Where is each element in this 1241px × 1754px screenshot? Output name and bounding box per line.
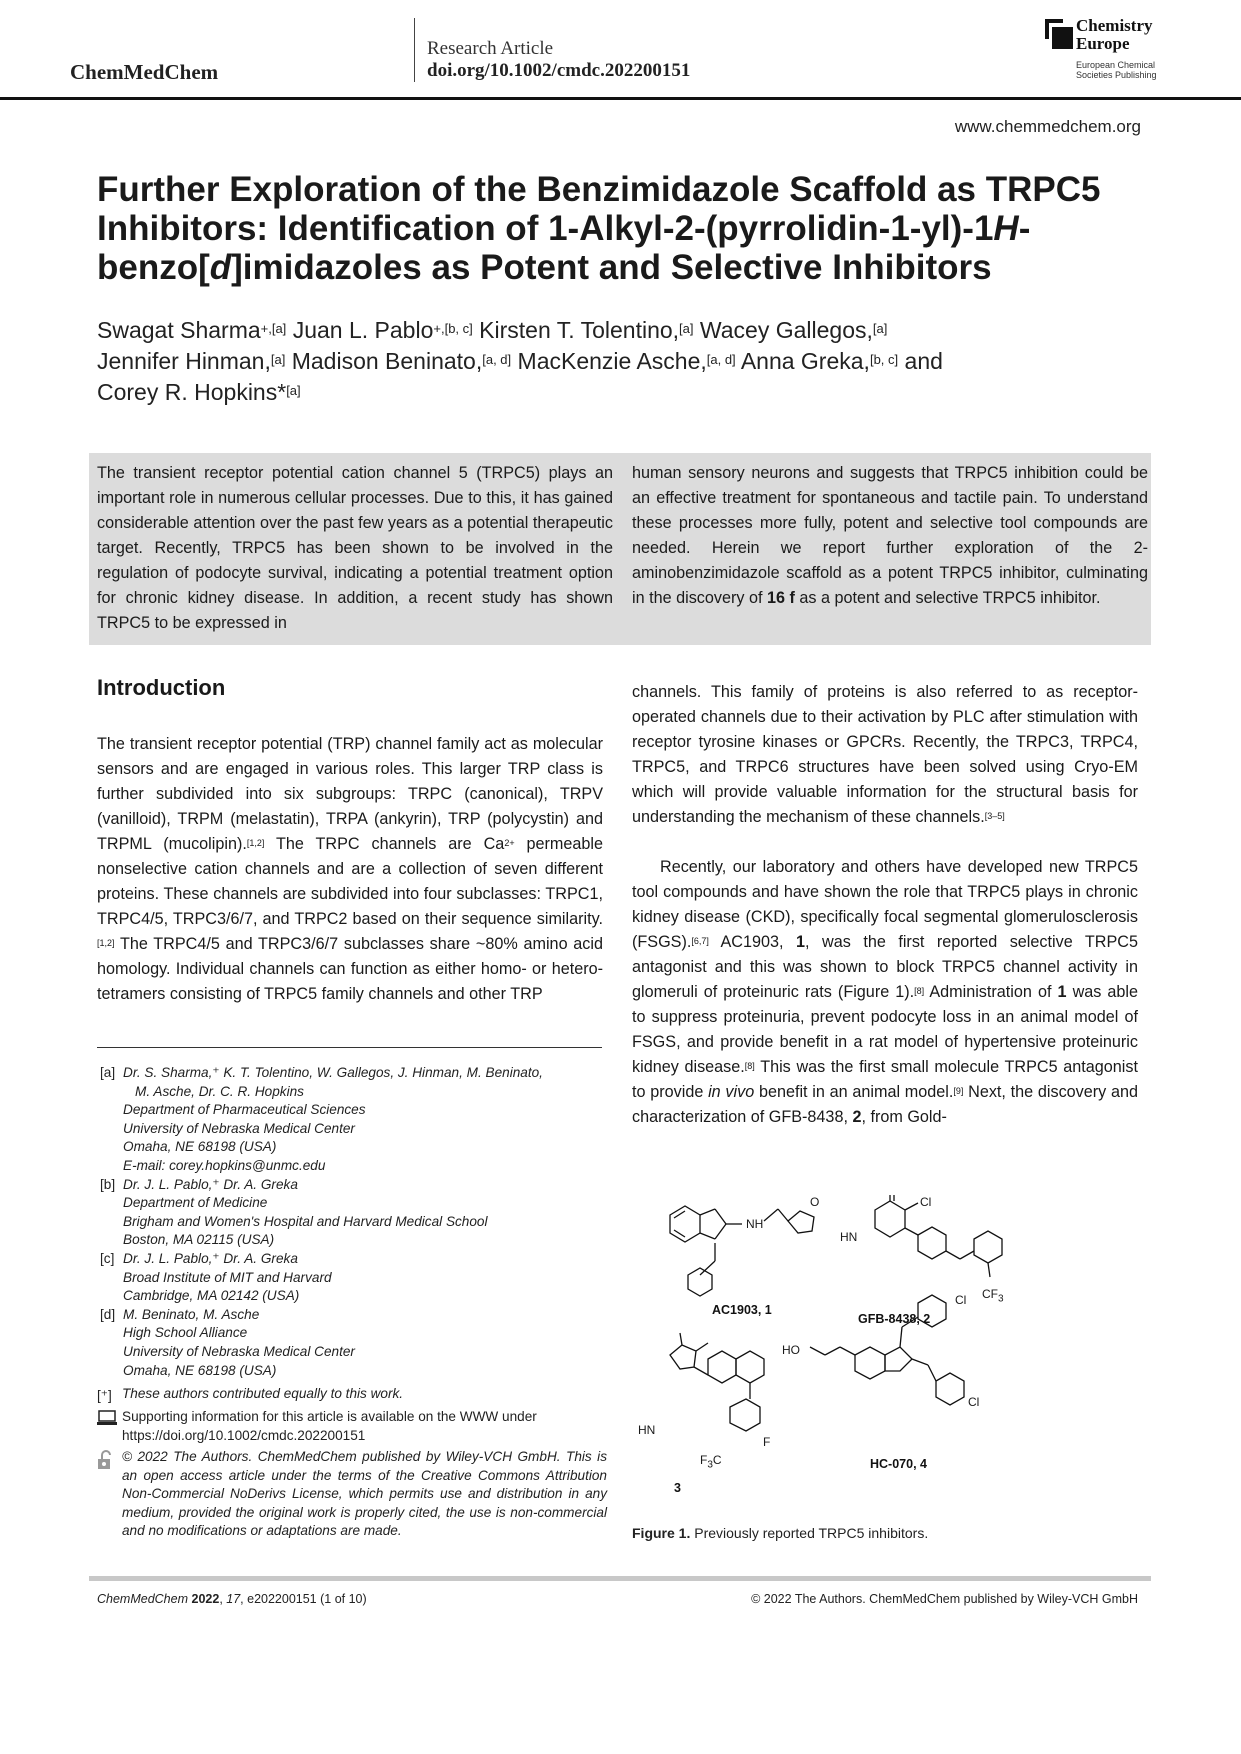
affiliation-d: [d] M. Beninato, M. Asche High School Alliance University of Nebraska Medical Center Omaha, NE 68198 (USA) — [100, 1306, 355, 1378]
author-name: Madison Beninato, — [291, 348, 483, 374]
author-name: Swagat Sharma — [97, 317, 261, 343]
abstract-left-column: The transient receptor potential cation channel 5 (TRPC5) plays an important role in numerous cellular processes. Due to this, it has gained considerable attention over the past few years as a potential therapeutic target. Recently, TRPC5 has been shown to be involved in the regulation of podocyte survival, indicating a potential treatment option for chronic kidney disease. In addition, a recent study has shown TRPC5 to be expressed in — [97, 464, 613, 632]
intro-left-column: The transient receptor potential (TRP) channel family act as molecular sensors and are engaged in various roles. This larger TRP class is further subdivided into six subgroups: TRPC (canonical), TRPV (vanilloid), TRPM (melastatin), TRPA (ankyrin), TRP (polycystin) and TRPML (mucolipin).[1,2] The TRPC channels are $Ca^{2+}$ permeable nonselective cation channels and are a collection of seven different proteins. These channels are subdivided into four subclasses: TRPC1, TRPC4/5, TRPC3/6/7, and TRPC2 based on their sequence similarity.[1,2] The TRPC4/5 and TRPC3/6/7 subclasses share ~80% amino acid homology. Individual channels can function as either homo- or hetero-tetramers consisting of TRPC5 family channels and other TRP — [97, 735, 603, 1003]
intro-right-paragraph-1: channels. This family of proteins is also referred to as receptor-operated channels due to their activation by PLC after stimulation with receptor tyrosine kinases or GPCRs. Recently, the TRPC3, TRPC4, TRPC5, and TRPC6 structures have been solved using Cryo-EM which will provide valuable information for the structural basis for understanding the mechanism of these channels.[3–5] — [632, 683, 1138, 826]
footnote-supporting-info — [97, 1408, 607, 1445]
publisher-sub-line2: Societies Publishing — [1076, 70, 1157, 80]
abstract-right-column: human sensory neurons and suggests that TRPC5 inhibition could be an effective treatment for spontaneous and tactile pain. To understand these processes more fully, potent and selective tool compounds are needed. Herein we report further exploration of the 2-aminobenzimidazole scaffold as a potent TRPC5 inhibitor, culminating in the discovery of 16 f as a potent and selective TRPC5 inhibitor. — [632, 464, 1148, 607]
atom-label: $F_3C$ — [700, 1453, 722, 1471]
figure-1-structures — [638, 1195, 1120, 1505]
author-name: Juan L. Pablo — [292, 317, 434, 343]
atom-label: $CF_3$ — [982, 1287, 1004, 1305]
affiliations — [97, 1064, 617, 1380]
author-name: Corey R. Hopkins* — [97, 379, 287, 405]
section-heading-introduction: Introduction — [97, 675, 226, 700]
atom-label: O — [810, 1195, 820, 1209]
atom-label: NH — [746, 1217, 764, 1231]
atom-label: Cl — [920, 1195, 932, 1209]
affiliation-a: [a] Dr. S. Sharma,⁺ K. T. Tolentino, W. Gallegos, J. Hinman, M. Beninato, M. Asche, Dr. C. R. Hopkins Department of Pharmaceutical Sciences University of Nebraska Medical Center Omaha, NE 68198 (USA) E-mail: corey.hopkins@unmc.edu — [100, 1065, 543, 1173]
structure-label-gfb8438: GFB-8438, 2 — [858, 1312, 931, 1326]
footnote-rule — [97, 1047, 602, 1048]
structure-label-ac1903: AC1903, 1 — [712, 1303, 772, 1317]
atom-label: Cl — [955, 1293, 967, 1307]
figure-1-caption: Figure 1. Previously reported TRPC5 inhibitors. — [632, 1525, 929, 1541]
structure-label-compound-3: 3 — [674, 1481, 681, 1495]
footer-bar — [89, 1576, 1151, 1581]
author-name: Wacey Gallegos, — [699, 317, 873, 343]
open-access-lock-icon — [97, 1450, 115, 1470]
atom-label: HO — [782, 1343, 800, 1357]
publisher-brand-line1: Chemistry — [1076, 16, 1153, 35]
chemistry-europe-logo-icon — [1045, 19, 1073, 49]
article-type: Research Article — [427, 38, 554, 59]
publisher-brand-line2: Europe — [1076, 34, 1130, 53]
author-name: MacKenzie Asche, — [517, 348, 707, 374]
atom-label: HN — [638, 1423, 656, 1437]
structure-label-hc070: HC-070, 4 — [870, 1457, 927, 1471]
footer-copyright: © 2022 The Authors. ChemMedChem published by Wiley-VCH GmbH — [751, 1592, 1138, 1606]
article-title: Further Exploration of the Benzimidazole Scaffold as TRPC5 Inhibitors: Identification of 1-Alkyl-2-(pyrrolidin-1-yl)-1H- benzo[d]imidazoles as Potent and Selective Inhibitors — [97, 170, 1101, 287]
author-list: Swagat Sharma$^{+,[a]}$ Juan L. Pablo$^{+,[b, c]}$ Kirsten T. Tolentino,[a] Wacey Gallegos,[a] Jennifer Hinman,[a] Madison Beninato,[a, d] MacKenzie Asche,[a, d] Anna Greka,[b, c] and Corey R. Hopkins*[a] — [97, 317, 943, 405]
footnote-open-access: © 2022 The Authors. ChemMedChem published by Wiley-VCH GmbH. This is an open access article under the terms of the Creative Commons Attribution Non-Commercial NoDerivs License, which permits use and distribution in any medium, provided the original work is properly cited, the use is non-commercial and no modifications or adaptations are made. — [97, 1448, 607, 1541]
footnote-equal-contribution: [⁺] These authors contributed equally to this work. — [97, 1386, 404, 1403]
atom-label: Cl — [968, 1395, 980, 1409]
journal-name: ChemMedChem — [70, 60, 219, 84]
publisher-sub-line1: European Chemical — [1076, 60, 1156, 70]
affiliation-c: [c] Dr. J. L. Pablo,⁺ Dr. A. Greka Broad Institute of MIT and Harvard Cambridge, MA 02142 (USA) — [100, 1250, 332, 1304]
journal-website-link[interactable]: www.chemmedchem.org — [954, 117, 1141, 136]
footer-citation: ChemMedChem 2022, 17, e202200151 (1 of 10) — [97, 1592, 367, 1606]
intro-right-paragraph-2: Recently, our laboratory and others have developed new TRPC5 tool compounds and have shown the role that TRPC5 plays in chronic kidney disease (CKD), specifically focal segmental glomerulosclerosis (FSGS).[6,7] AC1903, 1, was the first reported selective TRPC5 antagonist and this was shown to block TRPC5 channel activity in glomeruli of proteinuric rats (Figure 1).[8] Administration of 1 was able to suppress proteinuria, prevent podocyte loss in an animal model of FSGS, and provide benefit in a rat model of hypertensive proteinuric kidney disease.[8] This was the first small molecule TRPC5 antagonist to provide in vivo benefit in an animal model.[9] Next, the discovery and characterization of GFB-8438, 2, from Gold- — [632, 858, 1139, 1126]
atom-label: F — [763, 1435, 771, 1449]
author-name: Kirsten T. Tolentino, — [479, 317, 680, 343]
author-name: Anna Greka, — [740, 348, 870, 374]
supporting-info-link[interactable]: Supporting information for this article is available on the WWW under https://doi.org/10.1002/cmdc.202200151 — [122, 1409, 537, 1443]
author-name: Jennifer Hinman, — [97, 348, 271, 374]
computer-icon — [97, 1410, 117, 1426]
affiliation-b: [b] Dr. J. L. Pablo,⁺ Dr. A. Greka Department of Medicine Brigham and Women's Hospital and Harvard Medical School Boston, MA 02115 (USA) — [100, 1176, 488, 1248]
article-doi-link[interactable]: doi.org/10.1002/cmdc.202200151 — [427, 60, 691, 81]
header-rule — [0, 97, 1241, 100]
atom-label: HN — [840, 1230, 858, 1244]
header-divider — [414, 18, 415, 82]
